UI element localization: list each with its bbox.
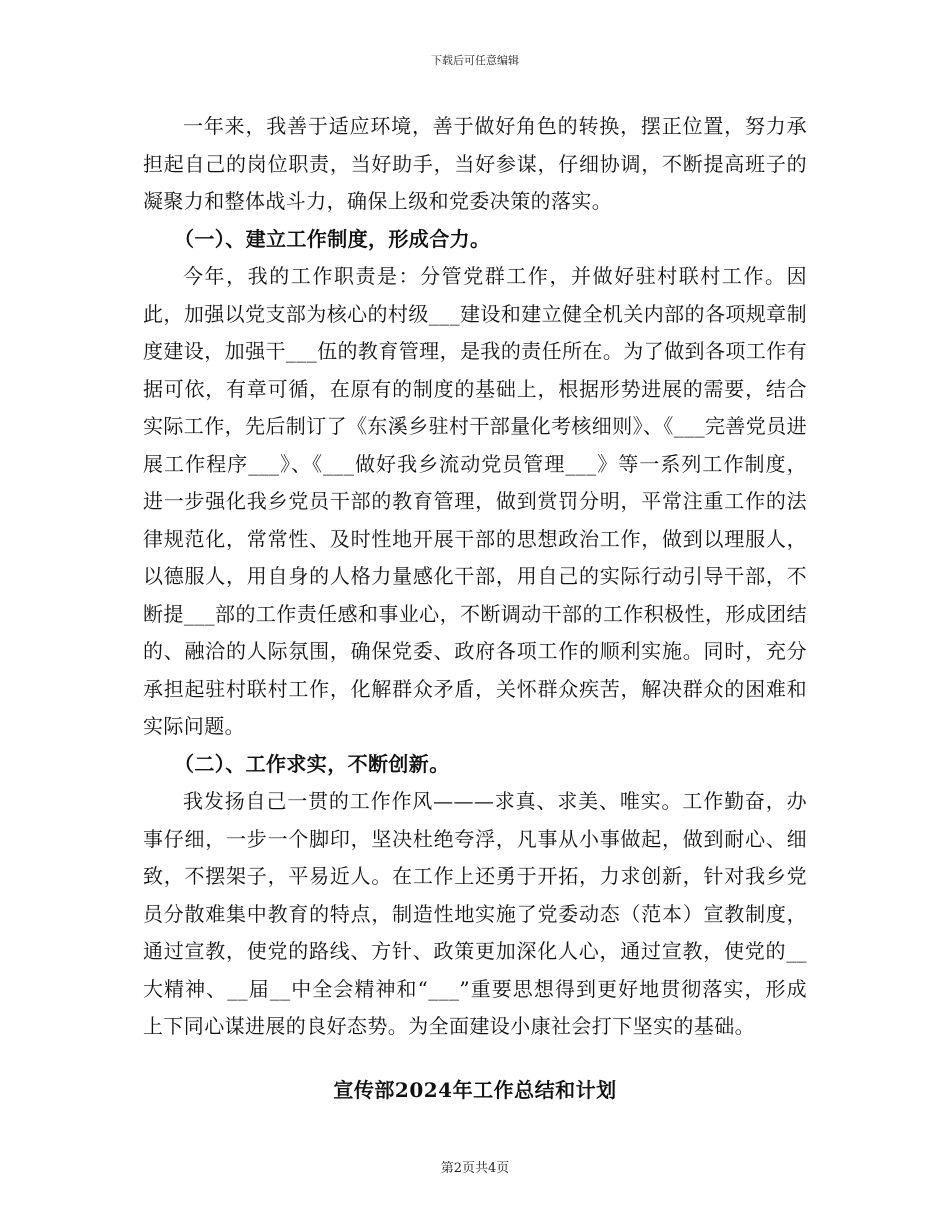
page-header: 下载后可任意编辑 [431,54,519,67]
section-heading-1: （一）、建立工作制度，形成合力。 [174,226,491,251]
paragraph-section-2: 我发扬自己一贯的工作作风———求真、求美、唯实。工作勤奋，办事仔细，一步一个脚印，坚决杜绝夸浮，凡事从小事做起，做到耐心、细致，不摆架子，平易近人。在工作上还勇于开拓，力求创新，针对我乡党员分散难集中教育的特点，制造性地实施了党委动态（范本）宣教制度，通过宣教，使党的路线、方针、政策更加深化人心，通过宣教，使党的__大精神、__届__中全会精神和“___”重要思想得到更好地贯彻落实，形成上下同心谋进展的良好态势。为全面建设小康社会打下坚实的基础。 [143,789,807,1038]
page-footer: 第2页共4页 [440,1161,510,1176]
paragraph-section-1: 今年，我的工作职责是：分管党群工作，并做好驻村联村工作。因此，加强以党支部为核心的村级___建设和建立健全机关内部的各项规章制度建设，加强干___伍的教育管理，是我的责任所在。为了做到各项工作有据可依，有章可循，在原有的制度的基础上，根据形势进展的需要，结合实际工作，先后制订了《东溪乡驻村干部量化考核细则》、《___完善党员进展工作程序___》、《___做好我乡流动党员管理___》等一系列工作制度，进一步强化我乡党员干部的教育管理，做到赏罚分明，平常注重工作的法律规范化，常常性、及时性地开展干部的思想政治工作，做到以理服人，以德服人，用自身的人格力量感化干部，用自己的实际行动引导干部，不断提___部的工作责任感和事业心，不断调动干部的工作积极性，形成团结的、融洽的人际氛围，确保党委、政府各项工作的顺利实施。同时，充分承担起驻村联村工作，化解群众矛盾，关怀群众疾苦，解决群众的困难和实际问题。 [143,264,807,738]
section-heading-2: （二）、工作求实，不断创新。 [174,751,450,776]
document-body [143,108,807,1046]
next-document-title: 宣传部2024年工作总结和计划 [333,1078,617,1102]
paragraph-intro: 一年来，我善于适应环境，善于做好角色的转换，摆正位置，努力承担起自己的岗位职责，当好助手，当好参谋，仔细协调，不断提高班子的凝聚力和整体战斗力，确保上级和党委决策的落实。 [143,114,807,213]
